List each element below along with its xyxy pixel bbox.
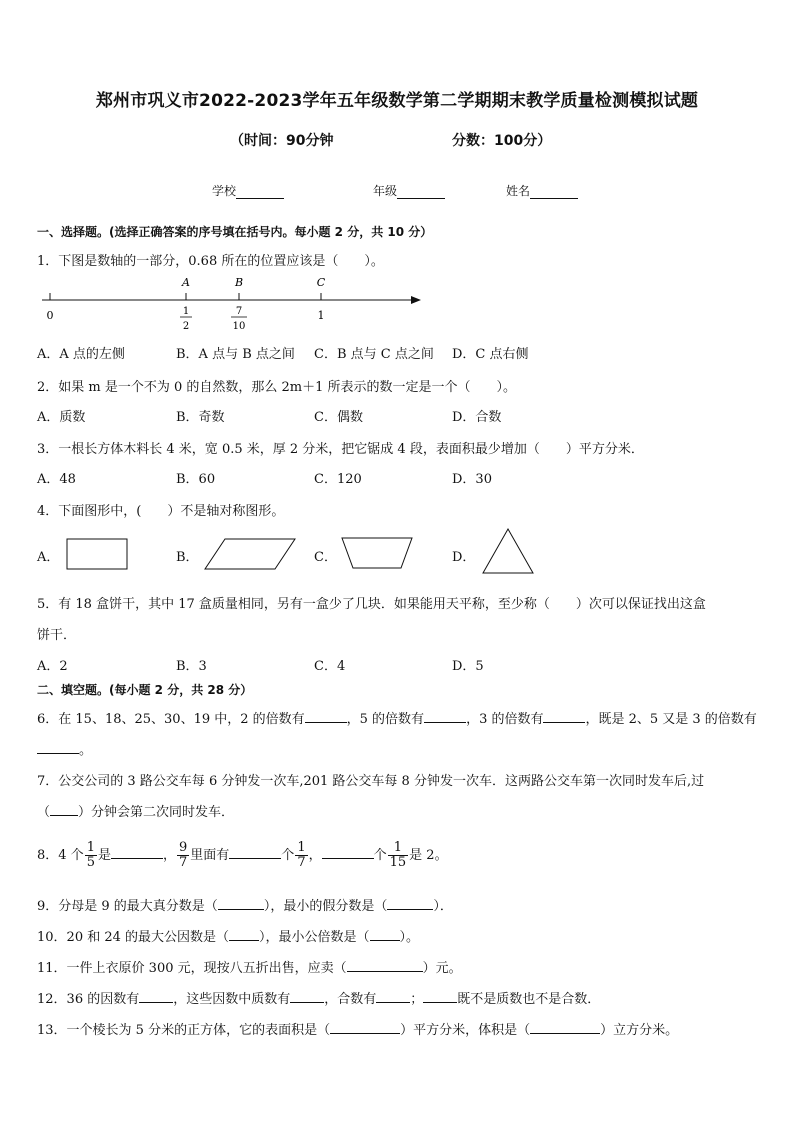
fraction-denominator: 15: [389, 855, 407, 870]
grade-blank[interactable]: [397, 186, 445, 199]
q8-blank-3[interactable]: [322, 845, 374, 859]
q12-part1: 12．36 的因数有: [37, 992, 140, 1007]
q7-blank[interactable]: [50, 802, 78, 816]
q6-part3: ，3 的倍数有: [466, 712, 544, 727]
q12-blank-4[interactable]: [423, 989, 457, 1003]
fraction-numerator: 9: [179, 840, 188, 856]
q12-blank-3[interactable]: [376, 989, 410, 1003]
frac-b-denominator: 10: [232, 321, 246, 332]
q6-blank-3[interactable]: [543, 709, 585, 723]
q5-option-c[interactable]: C．4: [314, 659, 346, 674]
q2-text: 2．如果 m 是一个不为 0 的自然数，那么 2m＋1 所表示的数一定是一个（ ）。: [37, 380, 517, 395]
q9-blank-1[interactable]: [218, 896, 264, 910]
q6-end: 。: [79, 743, 93, 758]
fraction-nine-sevenths: [177, 841, 189, 869]
q8-part4: 里面有: [190, 848, 230, 863]
q10-text: [37, 926, 419, 945]
point-b-label: B: [234, 276, 244, 289]
fraction-numerator: 1: [86, 840, 95, 856]
score-label: 分数：100分）: [452, 133, 552, 149]
q8-blank-2[interactable]: [229, 845, 281, 859]
q13-text: [37, 1019, 678, 1038]
q6-blank-2[interactable]: [424, 709, 466, 723]
q2-option-c[interactable]: C．偶数: [314, 410, 363, 425]
q1-option-b[interactable]: B．A 点与 B 点之间: [176, 347, 295, 362]
fraction-denominator: 5: [86, 855, 95, 870]
q12-part4: ；: [410, 992, 424, 1007]
q7-text-line2: [37, 801, 234, 820]
q9-part3: ）．: [433, 899, 453, 914]
q6-text: [37, 708, 757, 727]
q4-option-c-label[interactable]: C．: [314, 550, 337, 565]
q8-part7: 个: [373, 848, 387, 863]
q8-part5: 个: [281, 848, 295, 863]
point-c-label: C: [316, 276, 326, 289]
q13-blank-1[interactable]: [330, 1020, 400, 1034]
q8-part6: ，: [308, 848, 322, 863]
q1-option-c[interactable]: C．B 点与 C 点之间: [314, 347, 434, 362]
frac-b-numerator: 7: [235, 306, 243, 317]
frac-a-numerator: 1: [182, 306, 190, 317]
q13-part3: ）立方分米。: [600, 1023, 679, 1038]
trapezoid-shape: [339, 535, 417, 571]
q8-blank-1[interactable]: [111, 845, 163, 859]
q8-text: [37, 834, 448, 878]
q2-option-b[interactable]: B．奇数: [176, 410, 225, 425]
q10-blank-2[interactable]: [370, 927, 400, 941]
school-blank[interactable]: [236, 186, 284, 199]
q7-text-line1: 7．公交公司的 3 路公交车每 6 分钟发一次车,201 路公交车每 8 分钟发一次车．这两路公交车第一次同时发车后,过: [37, 774, 705, 789]
q5-text-line2: 饼干．: [37, 628, 77, 643]
q2-option-d[interactable]: D．合数: [452, 410, 502, 425]
q12-blank-2[interactable]: [290, 989, 324, 1003]
name-blank[interactable]: [530, 186, 578, 199]
q12-part3: ，合数有: [324, 992, 377, 1007]
q8-part2: 是: [97, 848, 111, 863]
name-label: 姓名: [506, 184, 531, 198]
q8-part8: 是 2。: [409, 848, 448, 863]
q9-text: [37, 895, 453, 914]
q12-part2: ，这些因数中质数有: [173, 992, 291, 1007]
school-label: 学校: [212, 184, 237, 198]
school-field: [212, 182, 284, 199]
fraction-one-seventh: [295, 841, 307, 869]
q9-part2: ），最小的假分数是（: [263, 899, 388, 914]
q10-part1: 10．20 和 24 的最大公因数是（: [37, 930, 230, 945]
q1-option-a[interactable]: A．A 点的左侧: [37, 347, 125, 362]
q3-option-a[interactable]: A．48: [37, 472, 76, 487]
triangle-shape: [480, 526, 536, 576]
q5-text-line1: 5．有 18 盒饼干，其中 17 盒质量相同，另有一盒少了几块．如果能用天平称，至少称（ ）次可以保证找出这盒: [37, 597, 706, 612]
section1-heading: 一、选择题。(选择正确答案的序号填在括号内。每小题 2 分，共 10 分）: [37, 225, 433, 239]
q12-part5: 既不是质数也不是合数．: [457, 992, 601, 1007]
q13-blank-2[interactable]: [530, 1020, 600, 1034]
q4-option-d-label[interactable]: D．: [452, 550, 476, 565]
q10-blank-1[interactable]: [229, 927, 259, 941]
q4-option-a-label[interactable]: A．: [37, 550, 60, 565]
q11-part2: ）元。: [422, 961, 462, 976]
q11-text: [37, 957, 462, 976]
q12-text: [37, 988, 600, 1007]
point-a-label: A: [182, 276, 190, 289]
q1-text: 1．下图是数轴的一部分，0.68 所在的位置应该是（ ）。: [37, 254, 384, 269]
fraction-denominator: 7: [297, 855, 306, 870]
q9-blank-2[interactable]: [387, 896, 433, 910]
fraction-one-fifth: [85, 841, 97, 869]
q6-part1: 6．在 15、18、25、30、19 中，2 的倍数有: [37, 712, 305, 727]
q4-text: 4．下面图形中，( ）不是轴对称图形。: [37, 504, 285, 519]
q2-option-a[interactable]: A．质数: [37, 410, 86, 425]
q3-option-c[interactable]: C．120: [314, 472, 362, 487]
q4-option-b-label[interactable]: B．: [176, 550, 199, 565]
fraction-numerator: 1: [297, 840, 306, 856]
fraction-numerator: 1: [388, 841, 409, 856]
fraction-denominator: 7: [179, 855, 188, 870]
number-line-diagram: [36, 272, 426, 334]
q12-blank-1[interactable]: [139, 989, 173, 1003]
tick-label-zero: 0: [46, 309, 54, 322]
parallelogram-shape: [202, 536, 298, 572]
tick-label-one: 1: [317, 309, 325, 322]
q6-blank-1[interactable]: [305, 709, 347, 723]
rectangle-shape: [64, 536, 130, 572]
q13-part1: 13．一个棱长为 5 分米的正方体，它的表面积是（: [37, 1023, 331, 1038]
q10-part2: ），最小公倍数是（: [259, 930, 370, 945]
q7-open-paren: （: [37, 805, 51, 820]
grade-field: [373, 182, 445, 199]
q8-part1: 8．4 个: [37, 848, 84, 863]
q6-part4: ，既是 2、5 又是 3 的倍数有: [585, 712, 757, 727]
q6-text-line2: [37, 739, 92, 758]
q5-option-d[interactable]: D．5: [452, 659, 484, 674]
q7-rest: ）分钟会第二次同时发车．: [78, 805, 235, 820]
q8-part3: ，: [162, 848, 176, 863]
q5-option-b[interactable]: B．3: [176, 659, 207, 674]
q9-part1: 9．分母是 9 的最大真分数是（: [37, 899, 218, 914]
q10-part3: ）。: [399, 930, 420, 945]
q3-option-b[interactable]: B．60: [176, 472, 216, 487]
q11-blank[interactable]: [347, 958, 423, 972]
q11-part1: 11．一件上衣原价 300 元，现按八五折出售，应卖（: [37, 961, 347, 976]
frac-a-denominator: 2: [182, 321, 190, 332]
q1-option-d[interactable]: D．C 点右侧: [452, 347, 529, 362]
page-title: 郑州市巩义市2022-2023学年五年级数学第二学期期末教学质量检测模拟试题: [95, 91, 699, 111]
name-field: [506, 182, 578, 199]
time-label: （时间：90分钟: [230, 133, 334, 149]
q3-text: 3．一根长方体木料长 4 米，宽 0.5 米，厚 2 分米，把它锯成 4 段，表面积最少增加（ ）平方分米．: [37, 442, 644, 457]
grade-label: 年级: [373, 184, 398, 198]
q6-part2: ，5 的倍数有: [346, 712, 425, 727]
q3-option-d[interactable]: D．30: [452, 472, 492, 487]
fraction-one-fifteenth: [388, 841, 409, 869]
q13-part2: ）平方分米，体积是（: [400, 1023, 531, 1038]
q5-option-a[interactable]: A．2: [37, 659, 68, 674]
section2-heading: 二、填空题。(每小题 2 分，共 28 分）: [37, 683, 253, 697]
q6-blank-4[interactable]: [37, 740, 79, 754]
